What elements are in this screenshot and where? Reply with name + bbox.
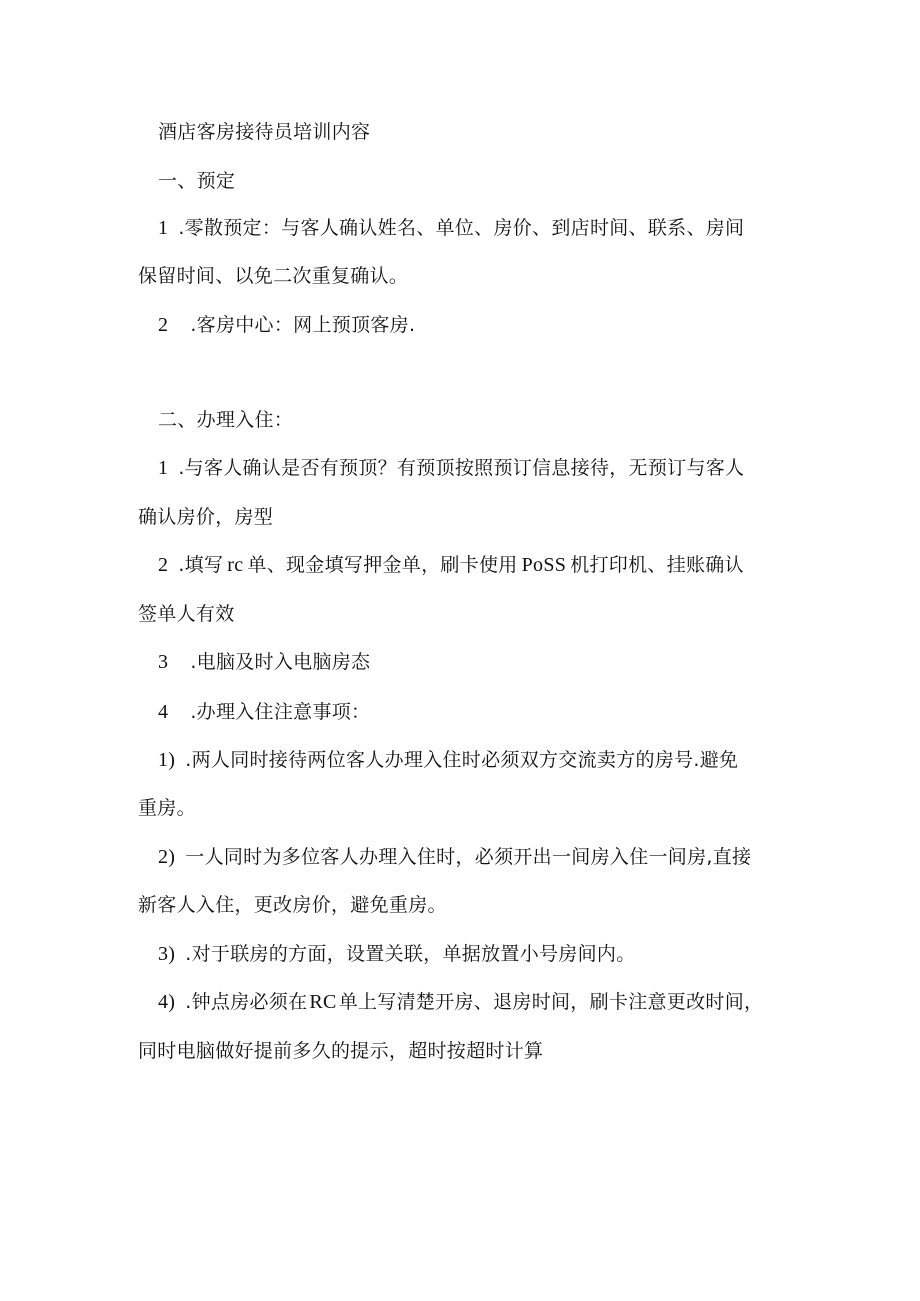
item-text: 机打印机、挂账确认 — [570, 554, 744, 576]
item-text: .两人同时接待两位客人办理入住时必须双方交流卖方的房号.避免 — [185, 749, 739, 771]
item-number: 1 — [158, 217, 169, 239]
item-text: 一人同时为多位客人办理入住时，必须开出一间房入住一间房,直接 — [185, 846, 752, 868]
item-text-latin: rc — [227, 554, 244, 576]
section-heading-checkin: 二、办理入住： — [158, 409, 294, 431]
item-text-latin: RC — [309, 991, 337, 1013]
item-number: 1) — [158, 749, 176, 771]
checkin-note-2 — [158, 845, 818, 869]
item-text: .零散预定：与客人确认姓名、单位、房价、到店时间、联系、房间 — [178, 217, 745, 239]
item-number: 3 — [158, 651, 169, 673]
checkin-note-3 — [158, 942, 818, 966]
checkin-item-2-continued: 签单人有效 — [138, 603, 235, 625]
item-text: 单、现金填写押金单，刷卡使用 — [247, 554, 518, 576]
reservation-item-1 — [158, 216, 818, 240]
item-text: .电脑及时入电脑房态 — [190, 651, 371, 673]
item-text: .对于联房的方面，设置关联，单据放置小号房间内。 — [185, 943, 636, 965]
item-number: 1 — [158, 457, 169, 479]
checkin-note-2-continued: 新客人入住，更改房价，避免重房。 — [138, 894, 447, 916]
checkin-item-1 — [158, 456, 818, 480]
item-text: .与客人确认是否有预顶？有预顶按照预订信息接待，无预订与客人 — [178, 457, 745, 479]
checkin-item-1-continued: 确认房价，房型 — [138, 506, 274, 528]
section-heading-reservation: 一、预定 — [158, 170, 236, 192]
checkin-item-4 — [158, 700, 818, 724]
checkin-note-4 — [158, 990, 818, 1014]
reservation-item-1-continued: 保留时间、以免二次重复确认。 — [138, 265, 409, 287]
item-number: 2 — [158, 314, 169, 336]
reservation-item-2 — [158, 313, 818, 337]
item-number: 4) — [158, 991, 176, 1013]
item-text: .填写 — [178, 554, 224, 576]
item-number: 4 — [158, 701, 169, 723]
item-number: 2) — [158, 846, 176, 868]
item-text-latin: PoSS — [521, 554, 567, 576]
item-text: .客房中心：网上预顶客房. — [190, 314, 416, 336]
item-text: .办理入住注意事项： — [190, 701, 371, 723]
checkin-note-1 — [158, 748, 818, 772]
item-number: 2 — [158, 554, 169, 576]
item-text: 单上写清楚开房、退房时间，刷卡注意更改时间， — [338, 991, 764, 1013]
item-text: .钟点房必须在 — [185, 991, 308, 1013]
checkin-note-4-continued: 同时电脑做好提前多久的提示，超时按超时计算 — [138, 1040, 544, 1062]
document-title: 酒店客房接待员培训内容 — [158, 121, 371, 143]
checkin-note-1-continued: 重房。 — [138, 797, 196, 819]
checkin-item-3 — [158, 650, 818, 674]
checkin-item-2 — [158, 553, 818, 577]
item-number: 3) — [158, 943, 176, 965]
